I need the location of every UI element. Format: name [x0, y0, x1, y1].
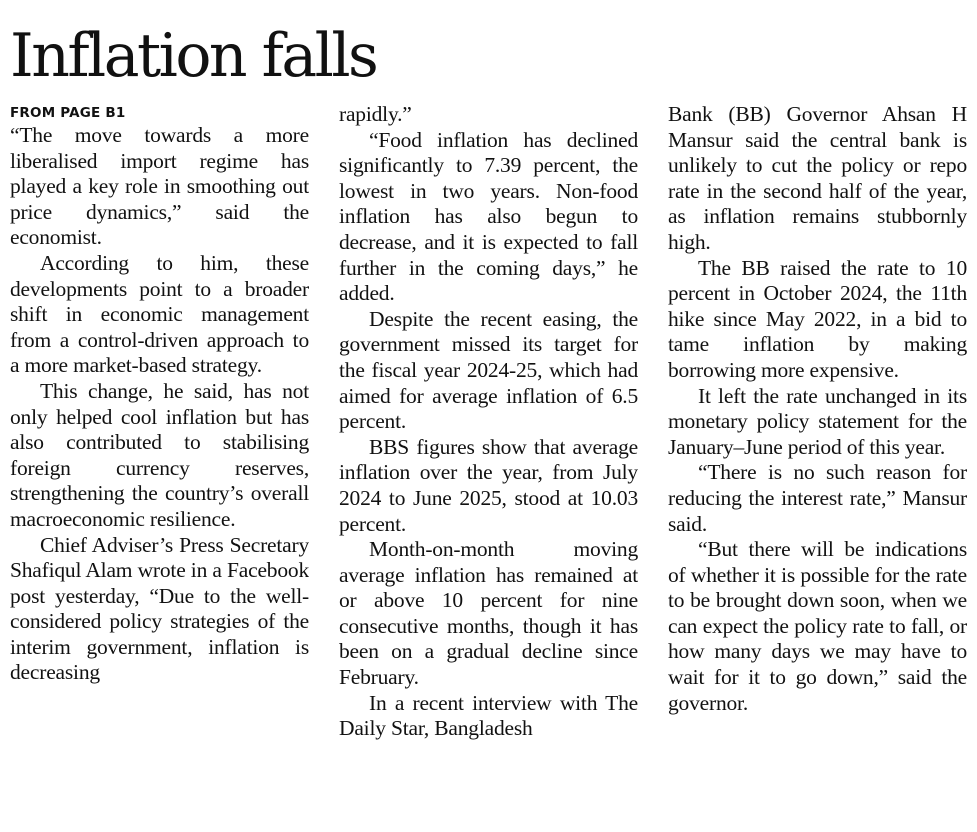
- paragraph: The BB raised the rate to 10 percent in October 2024, the 11th hike since May 2022, in a bid to tame inflation by making borrowing more expensive.: [668, 255, 967, 382]
- paragraph: Bank (BB) Governor Ahsan H Mansur said the central bank is unlikely to cut the policy or repo rate in the second half of the year, as inflation remains stubbornly high.: [668, 102, 967, 254]
- paragraph: This change, he said, has not only helped cool inflation but has also contributed to stabilising foreign currency reserves, strengthening the country’s overall macroeconomic resilience.: [10, 378, 309, 531]
- headline: Inflation falls: [10, 21, 377, 91]
- paragraph: Chief Adviser’s Press Secretary Shafiqul Alam wrote in a Facebook post yesterday, “Due to the well-considered policy strategies of the interim government, inflation is decreasing: [10, 532, 309, 685]
- continuation-kicker: FROM PAGE B1: [10, 105, 126, 121]
- article-column-3: [668, 102, 967, 832]
- paragraph: “There is no such reason for reducing the interest rate,” Mansur said.: [668, 460, 967, 536]
- article-column-2: [339, 102, 638, 832]
- paragraph: According to him, these developments point to a broader shift in economic management from a control-driven approach to a more market-based strategy.: [10, 250, 309, 378]
- article-column-1: [10, 102, 309, 832]
- paragraph: In a recent interview with The Daily Star, Bangladesh: [339, 690, 638, 741]
- paragraph: rapidly.”: [339, 102, 412, 126]
- paragraph: Despite the recent easing, the government missed its target for the fiscal year 2024-25, which had aimed for average inflation of 6.5 percent.: [339, 306, 638, 434]
- paragraph: “But there will be indications of whether it is possible for the rate to be brought down soon, when we can expect the policy rate to fall, or how many days we may have to wait for it to go down,” said the governor.: [668, 537, 967, 715]
- paragraph: “Food inflation has declined significantly to 7.39 percent, the lowest in two years. Non-food inflation has also begun to decrease, and it is expected to fall further in the coming days,” he added.: [339, 127, 638, 306]
- paragraph: BBS figures show that average inflation over the year, from July 2024 to June 2025, stood at 10.03 percent.: [339, 434, 638, 536]
- paragraph: “The move towards a more liberalised import regime has played a key role in smoothing out price dynamics,” said the economist.: [10, 123, 309, 250]
- paragraph: It left the rate unchanged in its monetary policy statement for the January–June period of this year.: [668, 383, 967, 459]
- paragraph: Month-on-month moving average inflation has remained at or above 10 percent for nine consecutive months, though it has been on a gradual decline since February.: [339, 537, 638, 690]
